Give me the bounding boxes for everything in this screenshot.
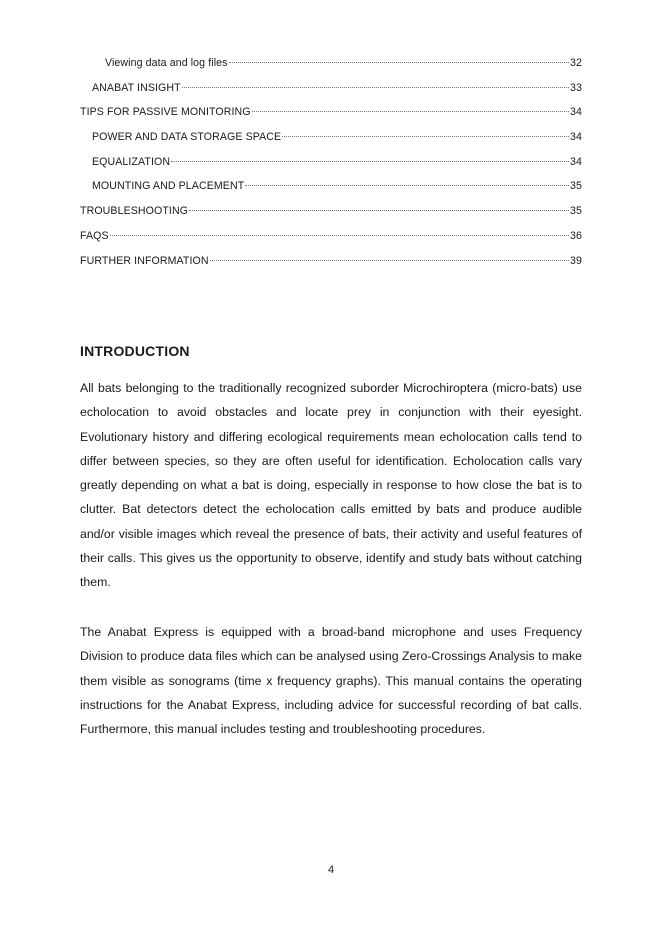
toc-entry[interactable] (80, 230, 582, 255)
body-paragraph: All bats belonging to the traditionally recognized suborder Microchiroptera (micro-bats) use echolocation to avoid obstacles and locate prey in conjunction with their eyesight. Evolutionary history and differing ecological requirements mean echolocation calls tend to differ between species, so they are often useful for identification. Echolocation calls vary greatly depending on what a bat is doing, especially in response to how close the bat is to clutter. Bat detectors detect the echolocation calls emitted by bats and produce audible and/or visible images which reveal the presence of bats, their activity and useful features of their calls. This gives us the opportunity to observe, identify and study bats without catching them. (80, 381, 582, 590)
toc-entry-page: 35 (570, 205, 582, 218)
table-of-contents (80, 57, 582, 279)
toc-entry-page: 33 (570, 81, 582, 94)
toc-entry[interactable] (80, 82, 582, 107)
toc-entry-label: ANABAT INSIGHT (92, 81, 181, 94)
section-heading: INTRODUCTION (80, 343, 190, 359)
toc-entry-page: 34 (570, 155, 582, 168)
toc-entry-page: 34 (570, 106, 582, 119)
toc-entry-label: FAQS (80, 229, 109, 242)
toc-entry-label: TIPS FOR PASSIVE MONITORING (80, 106, 251, 119)
toc-entry-page: 34 (570, 131, 582, 144)
toc-entry[interactable] (80, 205, 582, 230)
toc-dot-leader (229, 62, 569, 63)
toc-entry-label: Viewing data and log files (105, 57, 228, 69)
toc-entry-label: EQUALIZATION (92, 155, 171, 168)
toc-dot-leader (210, 260, 569, 261)
toc-entry-label: MOUNTING AND PLACEMENT (92, 180, 245, 193)
toc-entry-label: TROUBLESHOOTING (80, 205, 189, 218)
toc-entry[interactable] (80, 131, 582, 156)
toc-entry-page: 36 (570, 229, 582, 242)
toc-entry-page: 35 (570, 180, 582, 193)
body-paragraph: The Anabat Express is equipped with a broad-band microphone and uses Frequency Division to produce data files which can be analysed using Zero-Crossings Analysis to make them visible as sonograms (time x frequency graphs). This manual contains the operating instructions for the Anabat Express, including advice for successful recording of bat calls. Furthermore, this manual includes testing and troubleshooting procedures. (80, 625, 582, 737)
toc-dot-leader (182, 87, 569, 88)
toc-dot-leader (282, 136, 569, 137)
toc-entry-page: 32 (570, 57, 582, 69)
toc-entry[interactable] (80, 255, 582, 280)
toc-entry[interactable] (80, 180, 582, 205)
toc-entry[interactable] (80, 106, 582, 131)
toc-dot-leader (189, 210, 569, 211)
page-number: 4 (327, 864, 335, 876)
toc-entry[interactable] (80, 57, 582, 82)
toc-entry[interactable] (80, 156, 582, 181)
toc-entry-page: 39 (570, 254, 582, 267)
toc-dot-leader (110, 235, 569, 236)
toc-entry-label: POWER AND DATA STORAGE SPACE (92, 131, 282, 144)
toc-dot-leader (245, 185, 569, 186)
toc-dot-leader (171, 161, 569, 162)
toc-dot-leader (252, 111, 569, 112)
toc-entry-label: FURTHER INFORMATION (80, 254, 209, 267)
